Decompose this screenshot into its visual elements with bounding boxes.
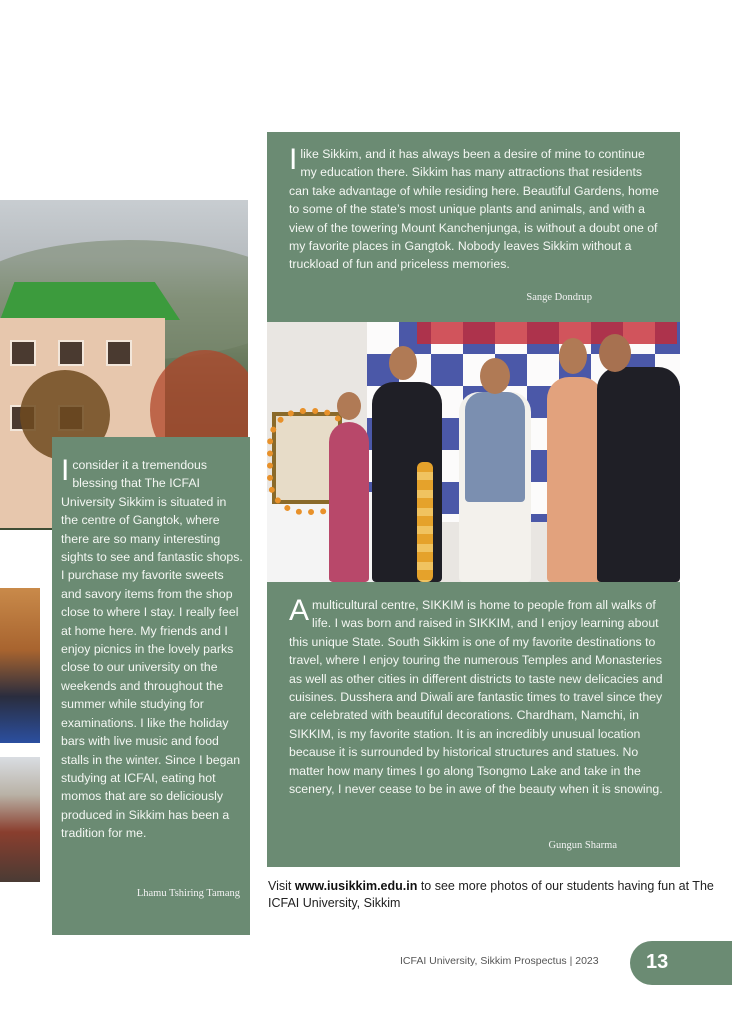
testimonial-author: Sange Dondrup	[526, 292, 592, 303]
lamp-lighting-event-photo	[267, 322, 680, 582]
head	[559, 338, 587, 374]
testimonial-body: like Sikkim, and it has always been a desire of mine to continue my education there. Sikkim has many attractions that residents can take advantage of while residing here. Beautiful Gardens, home to some of the state’s most unique plants and animals, and with a view of the towering Mount Kanchenjunga, is without a doubt one of my favorite places in Gangtok. Nobody leaves Sikkim without a truckload of fun and priceless memories.	[289, 147, 659, 272]
drop-cap: A	[289, 594, 310, 627]
testimonial-body: multicultural centre, SIKKIM is home to people from all walks of life. I was born and raised in SIKKIM, and I enjoy learning about this unique State. South Sikkim is one of my favorite destinations to travel, where I enjoy touring the numerous Temples and Monasteries as well as other cities in different districts to taste new delicacies and cuisines. Dusshera and Diwali are fantastic times to travel since they are celebrated with beautiful decorations. Chardham, Namchi, in SIKKIM, is my favorite station. It is an incredibly unusual location because it is surrounded by historical structures and statues. No matter how many times I go along Tsongmo Lake and take in the scenery, I never cease to be in awe of the beauty when it is snowing.	[289, 598, 663, 797]
page-number: 13	[646, 951, 669, 973]
banner-stripe	[417, 322, 677, 344]
head	[480, 358, 510, 394]
person-in-dark-suit	[597, 367, 680, 582]
town-photo-cropped	[0, 757, 40, 882]
ceremonial-lamp	[417, 462, 433, 582]
head	[337, 392, 361, 420]
visit-prefix: Visit	[268, 879, 295, 893]
building-window	[10, 340, 36, 366]
building-window	[58, 340, 84, 366]
head	[389, 346, 417, 380]
testimonial-author: Gungun Sharma	[548, 840, 617, 851]
testimonial-text	[289, 145, 664, 274]
blue-vest	[465, 392, 525, 502]
drop-cap: I	[61, 454, 70, 487]
footer-prospectus-label: ICFAI University, Sikkim Prospectus | 2023	[400, 955, 599, 967]
person-in-peach-jacket	[547, 377, 603, 582]
testimonial-panel-left	[52, 437, 250, 935]
testimonial-text	[289, 596, 669, 798]
testimonial-author: Lhamu Tshiring Tamang	[136, 888, 240, 899]
head	[599, 334, 631, 372]
testimonial-panel-top	[267, 132, 680, 322]
visit-suffix: to see more photos of our students having fun at The ICFAI University, Sikkim	[268, 879, 714, 910]
testimonial-panel-bottom	[267, 582, 680, 867]
testimonial-body: consider it a tremendous blessing that The ICFAI University Sikkim is situated in the centre of Gangtok, where there are so many interesting sights to see and fantastic shops. I purchase my favorite sweets and savory items from the shop close to where I stay. I really feel at home here. My friends and I enjoy picnics in the lovely parks close to our university on the weekends and throughout the summer while studying for examinations. I like the holiday bars with live music and food stalls in the winter. Since I began studying at ICFAI, eating hot momos that are so deliciously produced in Sikkim has been a tradition for me.	[61, 458, 243, 841]
green-roof	[0, 282, 180, 320]
website-link[interactable]: www.iusikkim.edu.in	[294, 879, 418, 893]
person-in-saree	[329, 422, 369, 582]
visit-website-note	[268, 878, 718, 911]
building-window	[106, 340, 132, 366]
student-photo-cropped	[0, 588, 40, 743]
drop-cap: I	[289, 143, 298, 176]
testimonial-text	[61, 456, 246, 843]
